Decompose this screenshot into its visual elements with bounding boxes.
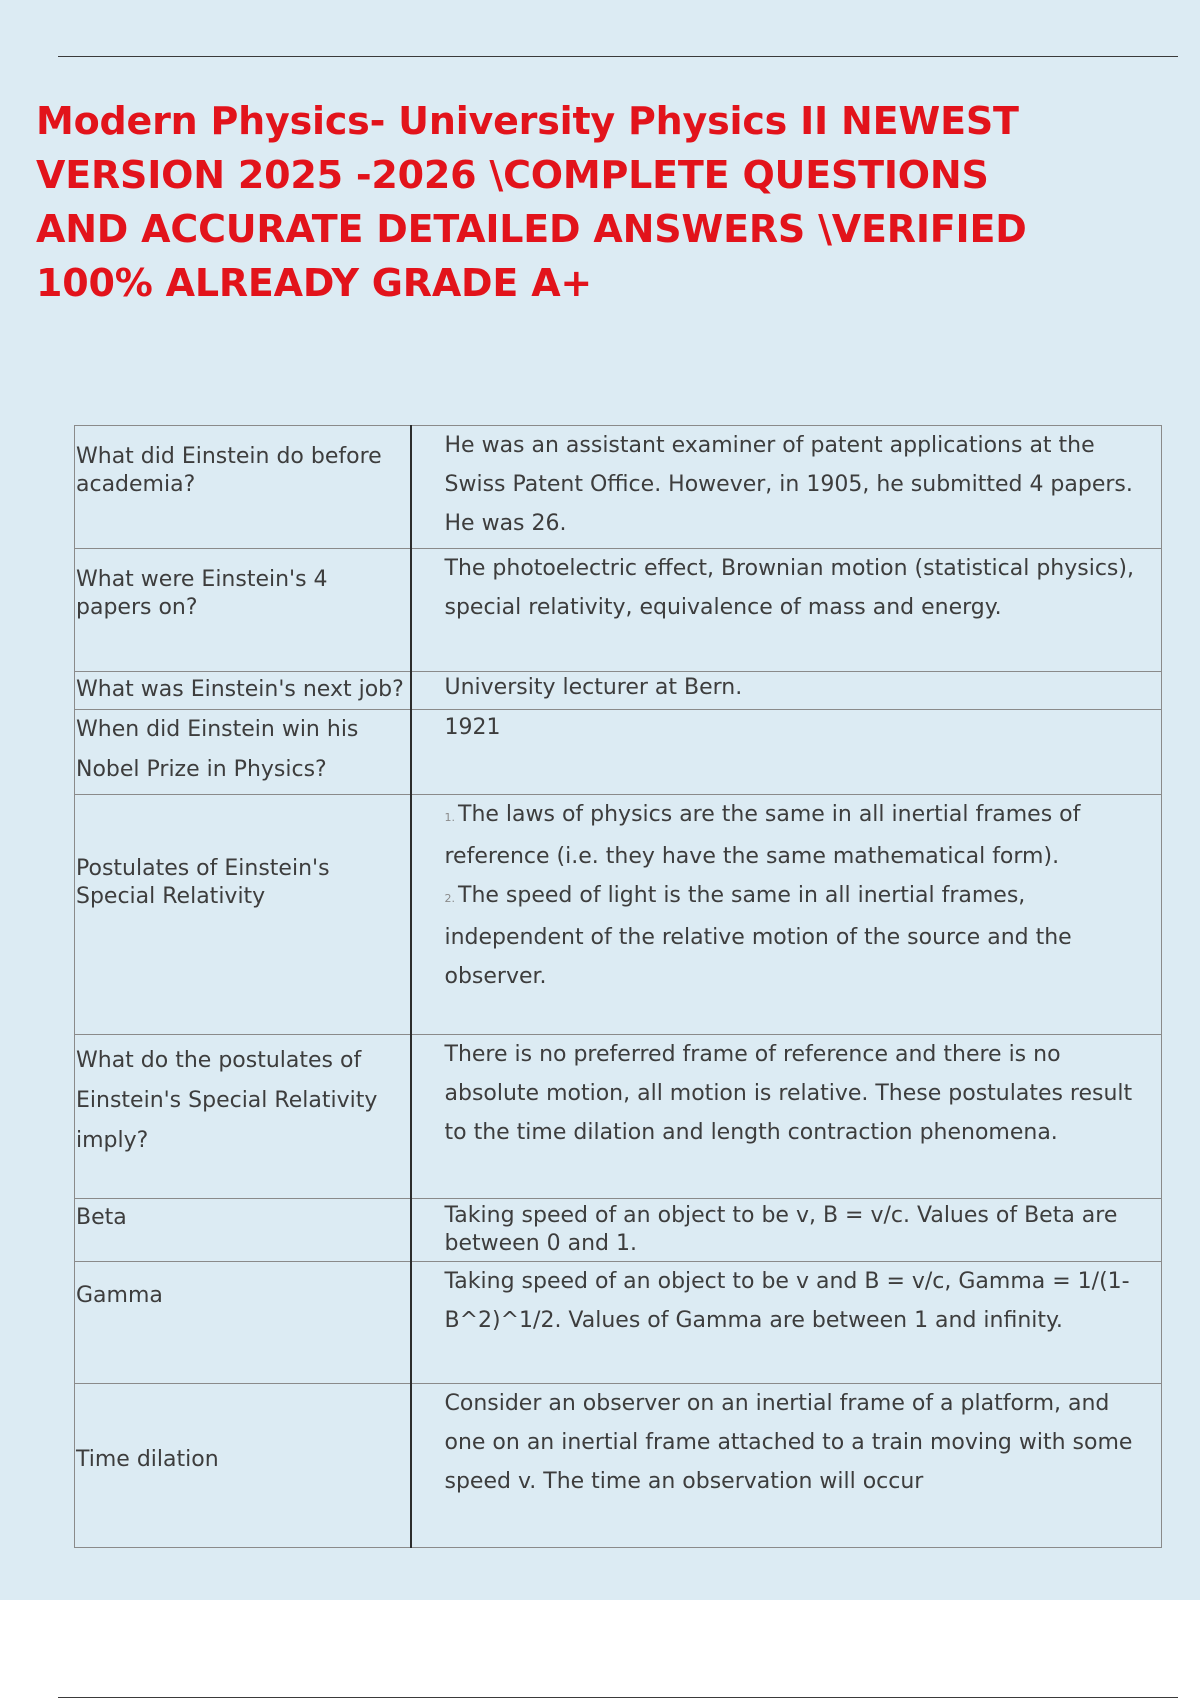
question-cell: What were Einstein's 4 papers on? — [75, 549, 411, 672]
table-row — [75, 795, 1162, 1035]
footer-rule — [58, 1697, 1178, 1698]
question-cell: Gamma — [75, 1262, 411, 1384]
list-item — [445, 876, 1138, 996]
table-row — [75, 549, 1162, 672]
table-row — [75, 1262, 1162, 1384]
answer-cell: Taking speed of an object to be v, B = v/c. Values of Beta are between 0 and 1. — [411, 1199, 1162, 1262]
document-title: Modern Physics- University Physics II NEWEST VERSION 2025 -2026 \COMPLETE QUESTIONS AND ACCURATE DETAILED ANSWERS \VERIFIED 100% ALREADY GRADE A+ — [36, 99, 1027, 305]
list-item-text: The speed of light is the same in all inertial frames, independent of the relative motion of the source and the observer. — [444, 883, 1072, 989]
question-cell: What do the postulates of Einstein's Special Relativity imply? — [75, 1035, 411, 1199]
answer-cell: 1921 — [411, 710, 1162, 795]
answer-cell — [411, 795, 1162, 1035]
answer-cell: The photoelectric effect, Brownian motion (statistical physics), special relativity, equivalence of mass and energy. — [411, 549, 1162, 672]
answer-cell: Taking speed of an object to be v and B = v/c, Gamma = 1/(1-B^2)^1/2. Values of Gamma are between 1 and infinity. — [411, 1262, 1162, 1384]
question-cell: When did Einstein win his Nobel Prize in Physics? — [75, 710, 411, 795]
table-row — [75, 1035, 1162, 1199]
table-row — [75, 1384, 1162, 1548]
list-item — [445, 795, 1138, 876]
answer-cell: He was an assistant examiner of patent applications at the Swiss Patent Office. However, in 1905, he submitted 4 papers. He was 26. — [411, 426, 1162, 549]
answer-cell: There is no preferred frame of reference and there is no absolute motion, all motion is relative. These postulates result to the time dilation and length contraction phenomena. — [411, 1035, 1162, 1199]
question-cell: What did Einstein do before academia? — [75, 426, 411, 549]
table-row — [75, 710, 1162, 795]
answer-cell: University lecturer at Bern. — [411, 672, 1162, 710]
question-cell: Beta — [75, 1199, 411, 1262]
question-cell: Postulates of Einstein's Special Relativity — [75, 795, 411, 1035]
table-row — [75, 426, 1162, 549]
answer-cell: Consider an observer on an inertial frame of a platform, and one on an inertial frame attached to a train moving with some speed v. The time an observation will occur — [411, 1384, 1162, 1548]
table-row — [75, 1199, 1162, 1262]
qa-table — [74, 425, 1162, 1548]
table-row — [75, 672, 1162, 710]
list-number: 2. — [444, 892, 455, 905]
question-cell: Time dilation — [75, 1384, 411, 1548]
list-number: 1. — [444, 811, 455, 824]
list-item-text: The laws of physics are the same in all inertial frames of reference (i.e. they have the same mathematical form). — [444, 802, 1081, 869]
header-rule — [58, 56, 1178, 57]
question-cell: What was Einstein's next job? — [75, 672, 411, 710]
